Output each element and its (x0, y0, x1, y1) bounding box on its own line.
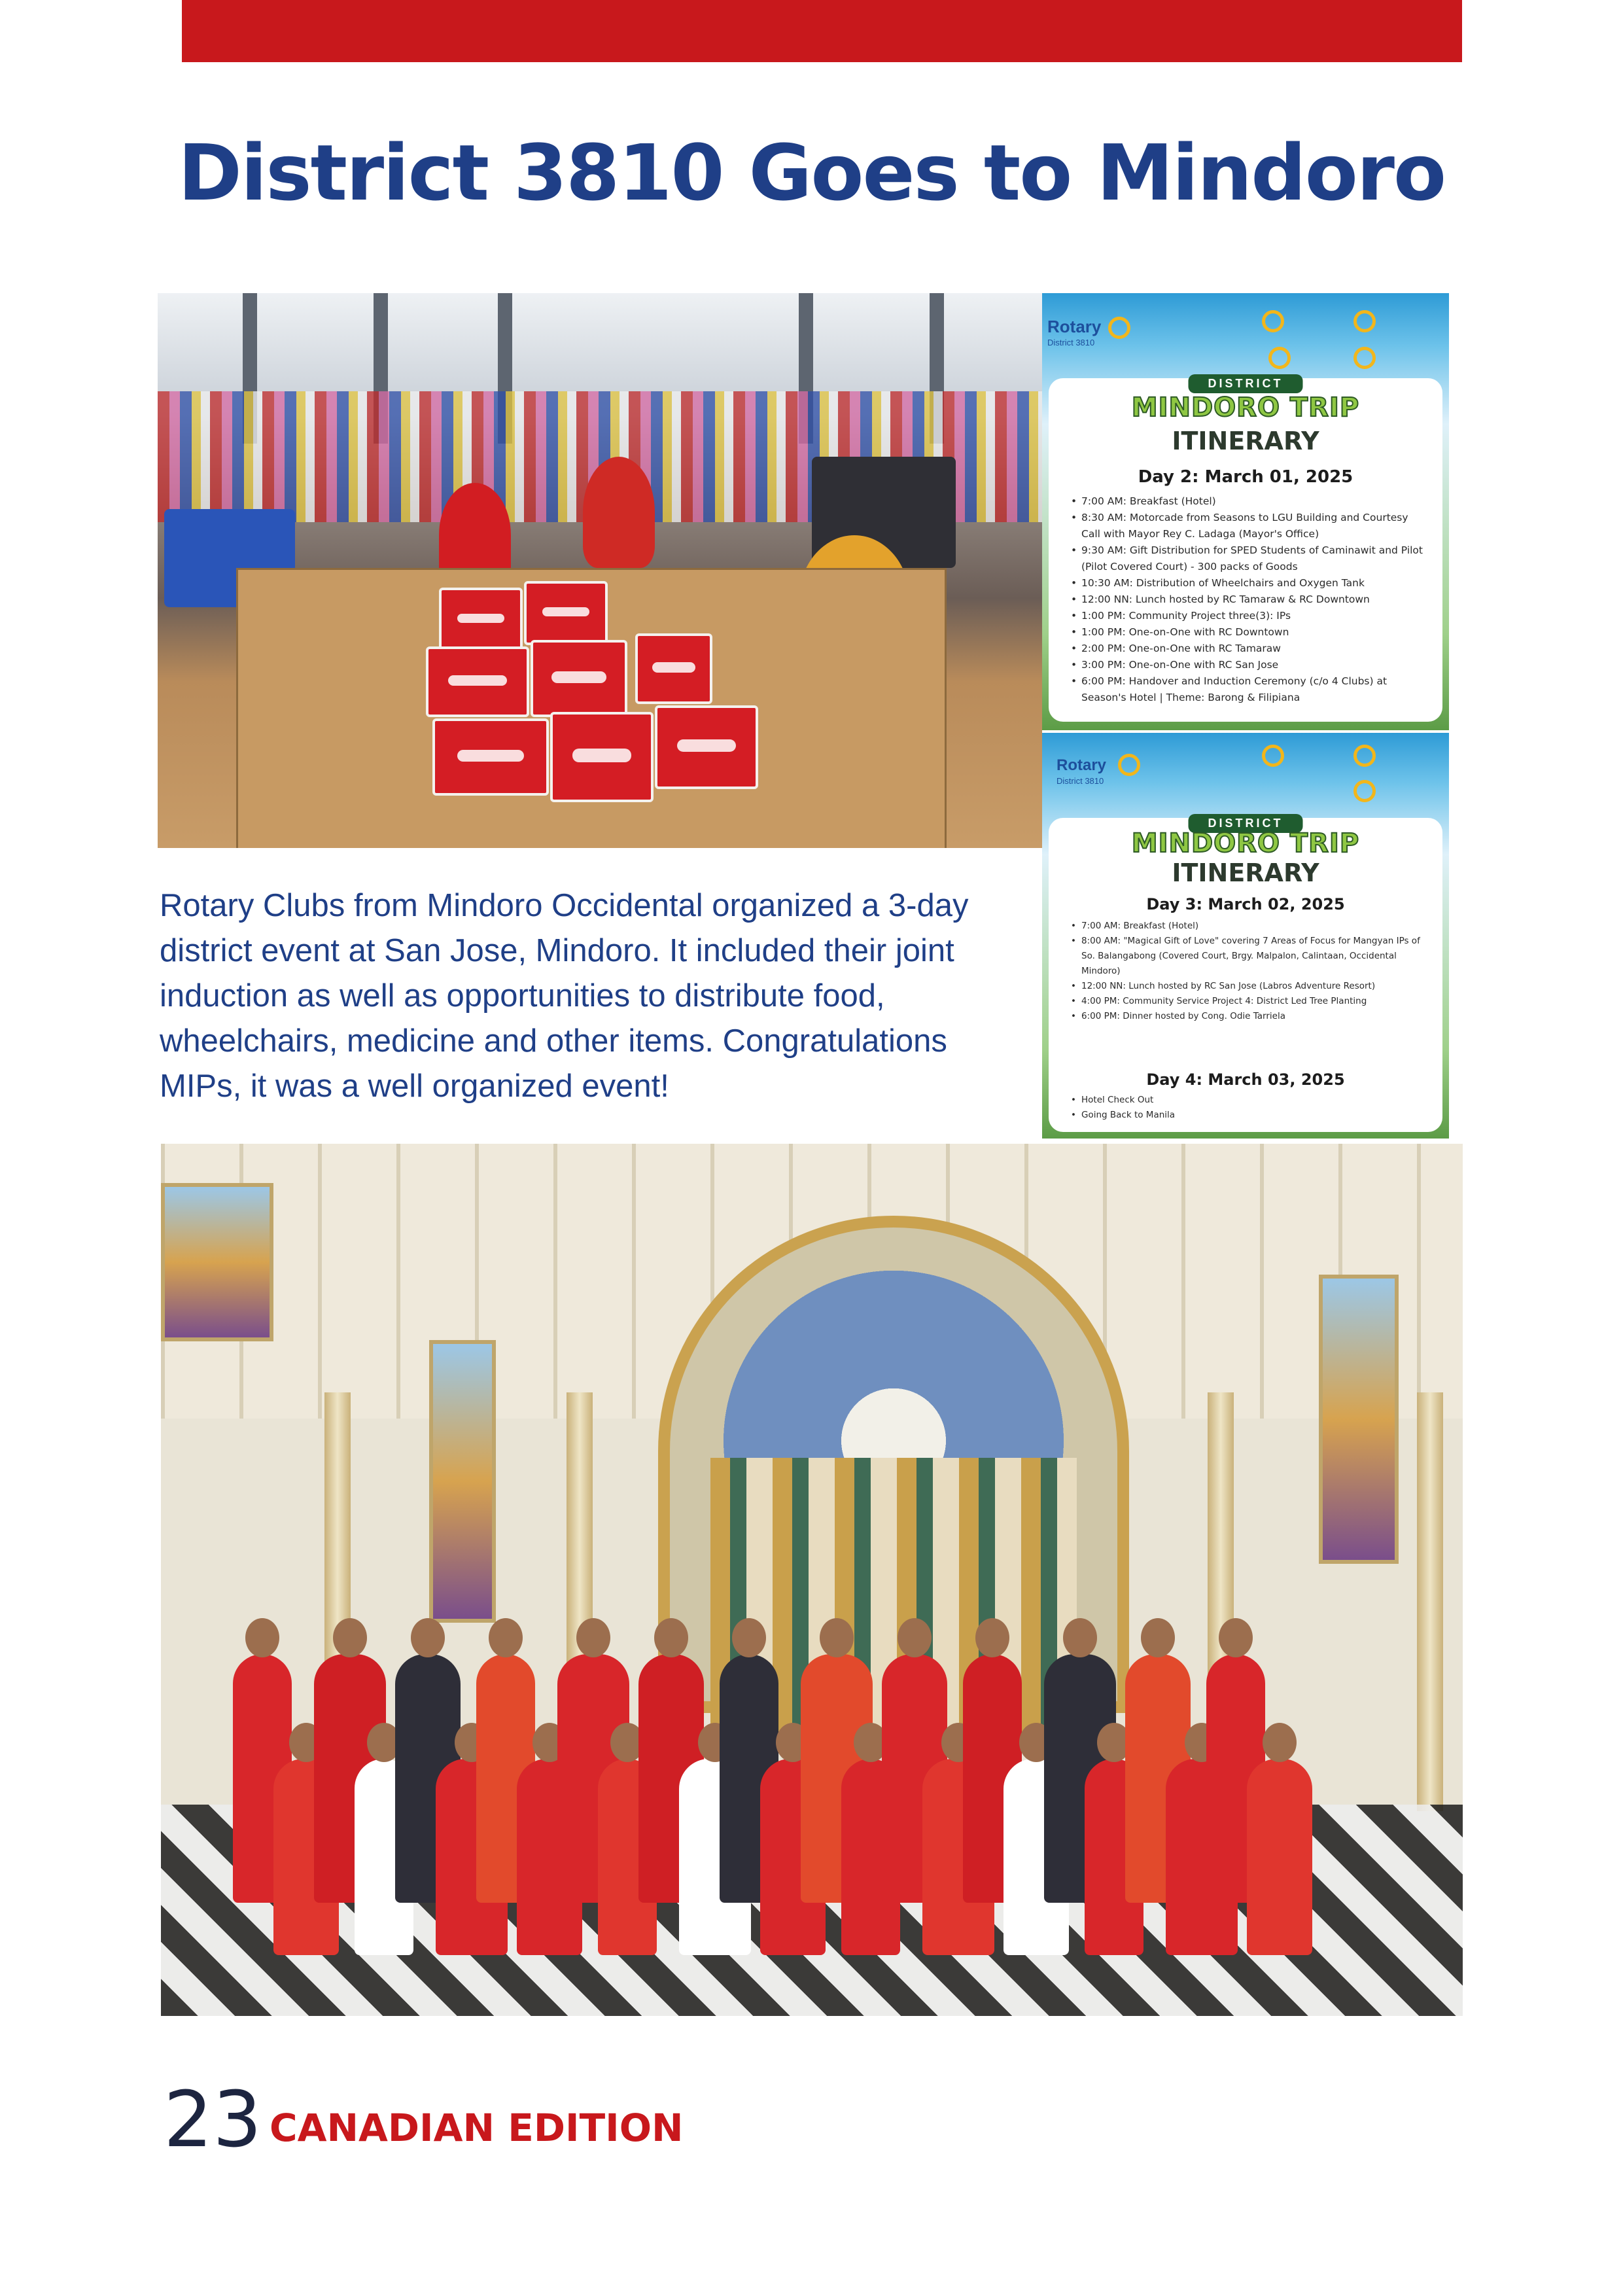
rotary-logos: Rotary District 3810 (1046, 297, 1445, 376)
rotary-wheel-icon (1353, 745, 1376, 767)
district-badge: DISTRICT (1189, 814, 1303, 833)
edition-label: CANADIAN EDITION (270, 2106, 684, 2150)
itinerary-item: • 1:00 PM: One-on-One with RC Downtown (1071, 624, 1428, 641)
rotary-wheel-icon (1268, 347, 1291, 369)
rotary-wheel-icon (1353, 310, 1376, 332)
itinerary-item: • 8:30 AM: Motorcade from Seasons to LGU Building and Courtesy Call with Mayor Rey C. Ladaga (Mayor's Office) (1071, 510, 1428, 542)
rotary-wheel-icon (1262, 745, 1284, 767)
trip-title: MINDORO TRIP (1131, 393, 1360, 423)
itinerary-item: • Hotel Check Out (1071, 1093, 1428, 1108)
group-member (1247, 1759, 1312, 1955)
itinerary-item: • 8:00 AM: "Magical Gift of Love" covering 7 Areas of Focus for Mangyan IPs of So. Balangabong (Covered Court, Brgy. Malpalon, Calintaan, Occidental Mindoro) (1071, 934, 1428, 979)
itinerary-list (1071, 493, 1428, 706)
itinerary-item: • 2:00 PM: One-on-One with RC Tamaraw (1071, 641, 1428, 657)
itinerary-item: • 1:00 PM: Community Project three(3): IPs (1071, 608, 1428, 624)
itinerary-heading: ITINERARY (1172, 858, 1319, 887)
page-title: District 3810 Goes to Mindoro (177, 128, 1446, 218)
itinerary-item: • 6:00 PM: Handover and Induction Ceremony (c/o 4 Clubs) at Season's Hotel | Theme: Barong & Filipiana (1071, 673, 1428, 706)
church-group-photo (161, 1144, 1463, 2016)
itinerary-list (1071, 1093, 1428, 1123)
itinerary-card-body (1049, 378, 1442, 722)
itinerary-item: • 7:00 AM: Breakfast (Hotel) (1071, 493, 1428, 510)
day-heading: Day 3: March 02, 2025 (1146, 895, 1345, 913)
itinerary-item: • 9:30 AM: Gift Distribution for SPED Students of Caminawit and Pilot (Pilot Covered Court) - 300 packs of Goods (1071, 542, 1428, 575)
itinerary-item: • 12:00 NN: Lunch hosted by RC Tamaraw & RC Downtown (1071, 592, 1428, 608)
top-color-bar (182, 0, 1462, 62)
trip-title: MINDORO TRIP (1131, 828, 1360, 858)
food-distribution-photo (158, 293, 1042, 848)
rotary-wheel-icon (1262, 310, 1284, 332)
itinerary-heading: ITINERARY (1172, 427, 1319, 455)
rotary-wheel-icon (1353, 347, 1376, 369)
itinerary-item: • Going Back to Manila (1071, 1108, 1428, 1123)
rotary-logos: Rotary District 3810 (1046, 737, 1445, 815)
page-number: 23 (164, 2074, 262, 2164)
itinerary-item: • 4:00 PM: Community Service Project 4: District Led Tree Planting (1071, 994, 1428, 1009)
itinerary-item: • 12:00 NN: Lunch hosted by RC San Jose (Labros Adventure Resort) (1071, 979, 1428, 994)
itinerary-item: • 7:00 AM: Breakfast (Hotel) (1071, 919, 1428, 934)
itinerary-item: • 6:00 PM: Dinner hosted by Cong. Odie Tarriela (1071, 1009, 1428, 1024)
itinerary-item: • 3:00 PM: One-on-One with RC San Jose (1071, 657, 1428, 673)
itinerary-card-body (1049, 818, 1442, 1132)
itinerary-card-day3 (1042, 733, 1449, 1139)
itinerary-card-day2 (1042, 293, 1449, 730)
day-heading: Day 2: March 01, 2025 (1138, 467, 1353, 487)
rotary-wheel-icon (1353, 780, 1376, 802)
itinerary-item: • 10:30 AM: Distribution of Wheelchairs and Oxygen Tank (1071, 575, 1428, 592)
body-paragraph: Rotary Clubs from Mindoro Occidental organized a 3-day district event at San Jose, Mindoro. It included their joint induction as well as opportunities to distribute food, wheelchairs, medicine and other items. Congratulations MIPs, it was a well organized event! (160, 888, 969, 1104)
rotary-wheel-icon (1118, 754, 1140, 776)
itinerary-list (1071, 919, 1428, 1024)
district-badge: DISTRICT (1189, 374, 1303, 393)
rotary-wheel-icon (1108, 317, 1130, 339)
day-heading: Day 4: March 03, 2025 (1146, 1070, 1345, 1089)
